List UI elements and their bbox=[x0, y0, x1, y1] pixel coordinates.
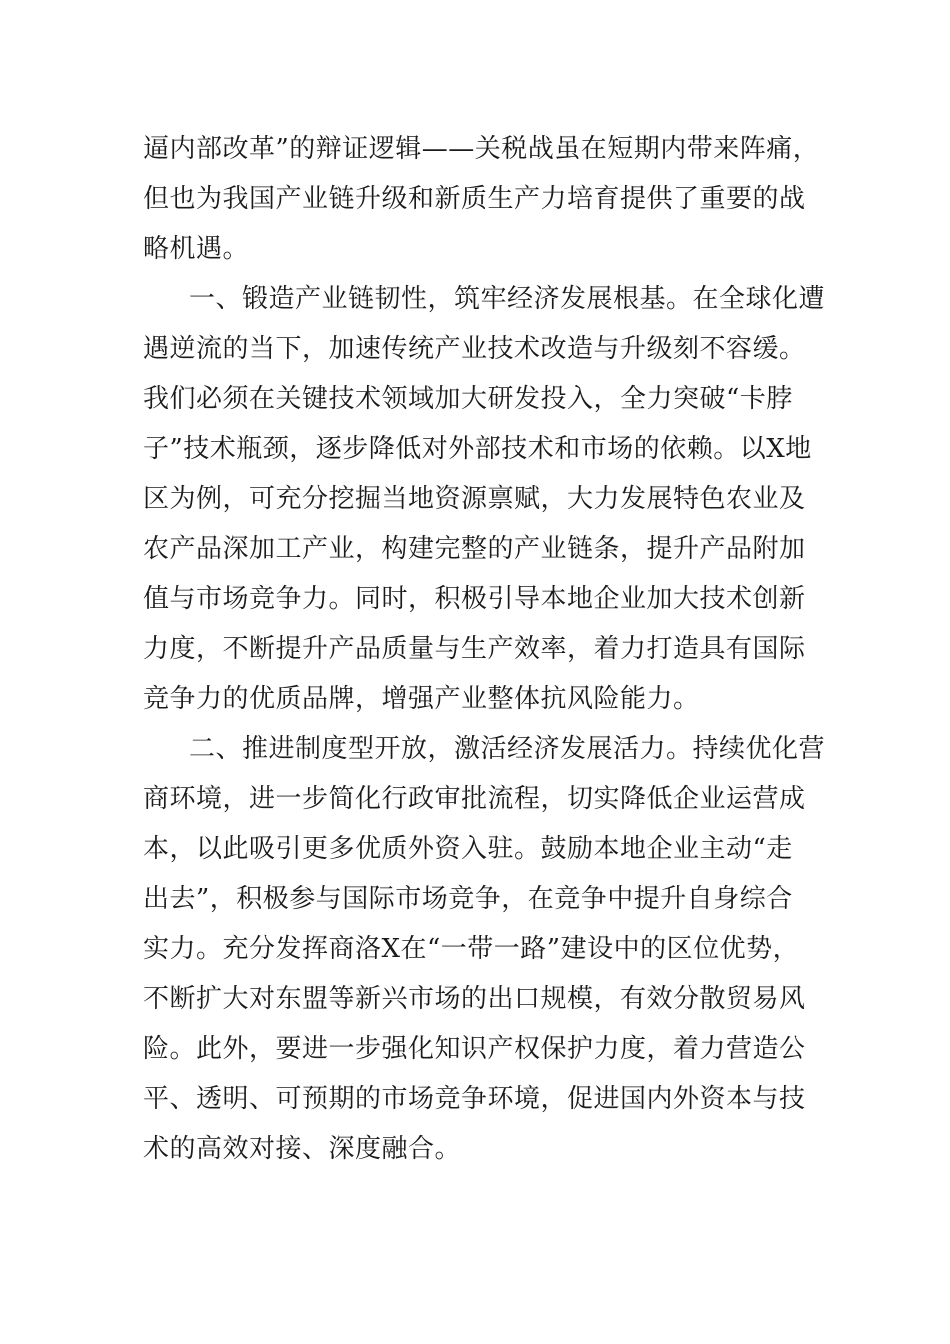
text-line: 本，以此吸引更多优质外资入驻。鼓励本地企业主动“走 bbox=[143, 834, 793, 864]
text-line: 区为例，可充分挖掘当地资源禀赋，大力发展特色农业及 bbox=[143, 484, 806, 514]
paragraph-1-first-line: 一、锻造产业链韧性，筑牢经济发展根基。在全球化遭 bbox=[189, 284, 826, 314]
text-line: 实力。充分发挥商洛X在“一带一路”建设中的区位优势， bbox=[143, 934, 800, 964]
text-line: 术的高效对接、深度融合。 bbox=[143, 1134, 462, 1164]
text-line: 出去”，积极参与国际市场竞争，在竞争中提升自身综合 bbox=[143, 884, 793, 914]
text-line: 我们必须在关键技术领域加大研发投入，全力突破“卡脖 bbox=[143, 384, 793, 414]
text-line: 子”技术瓶颈，逐步降低对外部技术和市场的依赖。以X地 bbox=[143, 434, 812, 464]
text-line: 力度，不断提升产品质量与生产效率，着力打造具有国际 bbox=[143, 634, 806, 664]
text-line: 险。此外，要进一步强化知识产权保护力度，着力营造公 bbox=[143, 1034, 806, 1064]
text-line: 遇逆流的当下，加速传统产业技术改造与升级刻不容缓。 bbox=[143, 334, 806, 364]
text-line: 略机遇。 bbox=[143, 234, 250, 264]
text-line: 竞争力的优质品牌，增强产业整体抗风险能力。 bbox=[143, 684, 700, 714]
text-line: 逼内部改革”的辩证逻辑——关税战虽在短期内带来阵痛， bbox=[143, 134, 820, 164]
text-line: 值与市场竞争力。同时，积极引导本地企业加大技术创新 bbox=[143, 584, 806, 614]
paragraph-2-first-line: 二、推进制度型开放，激活经济发展活力。持续优化营 bbox=[189, 734, 826, 764]
text-line: 农产品深加工产业，构建完整的产业链条，提升产品附加 bbox=[143, 534, 806, 564]
text-line: 不断扩大对东盟等新兴市场的出口规模，有效分散贸易风 bbox=[143, 984, 806, 1014]
text-line: 但也为我国产业链升级和新质生产力培育提供了重要的战 bbox=[143, 184, 806, 214]
text-line: 平、透明、可预期的市场竞争环境，促进国内外资本与技 bbox=[143, 1084, 806, 1114]
text-line: 商环境，进一步简化行政审批流程，切实降低企业运营成 bbox=[143, 784, 806, 814]
